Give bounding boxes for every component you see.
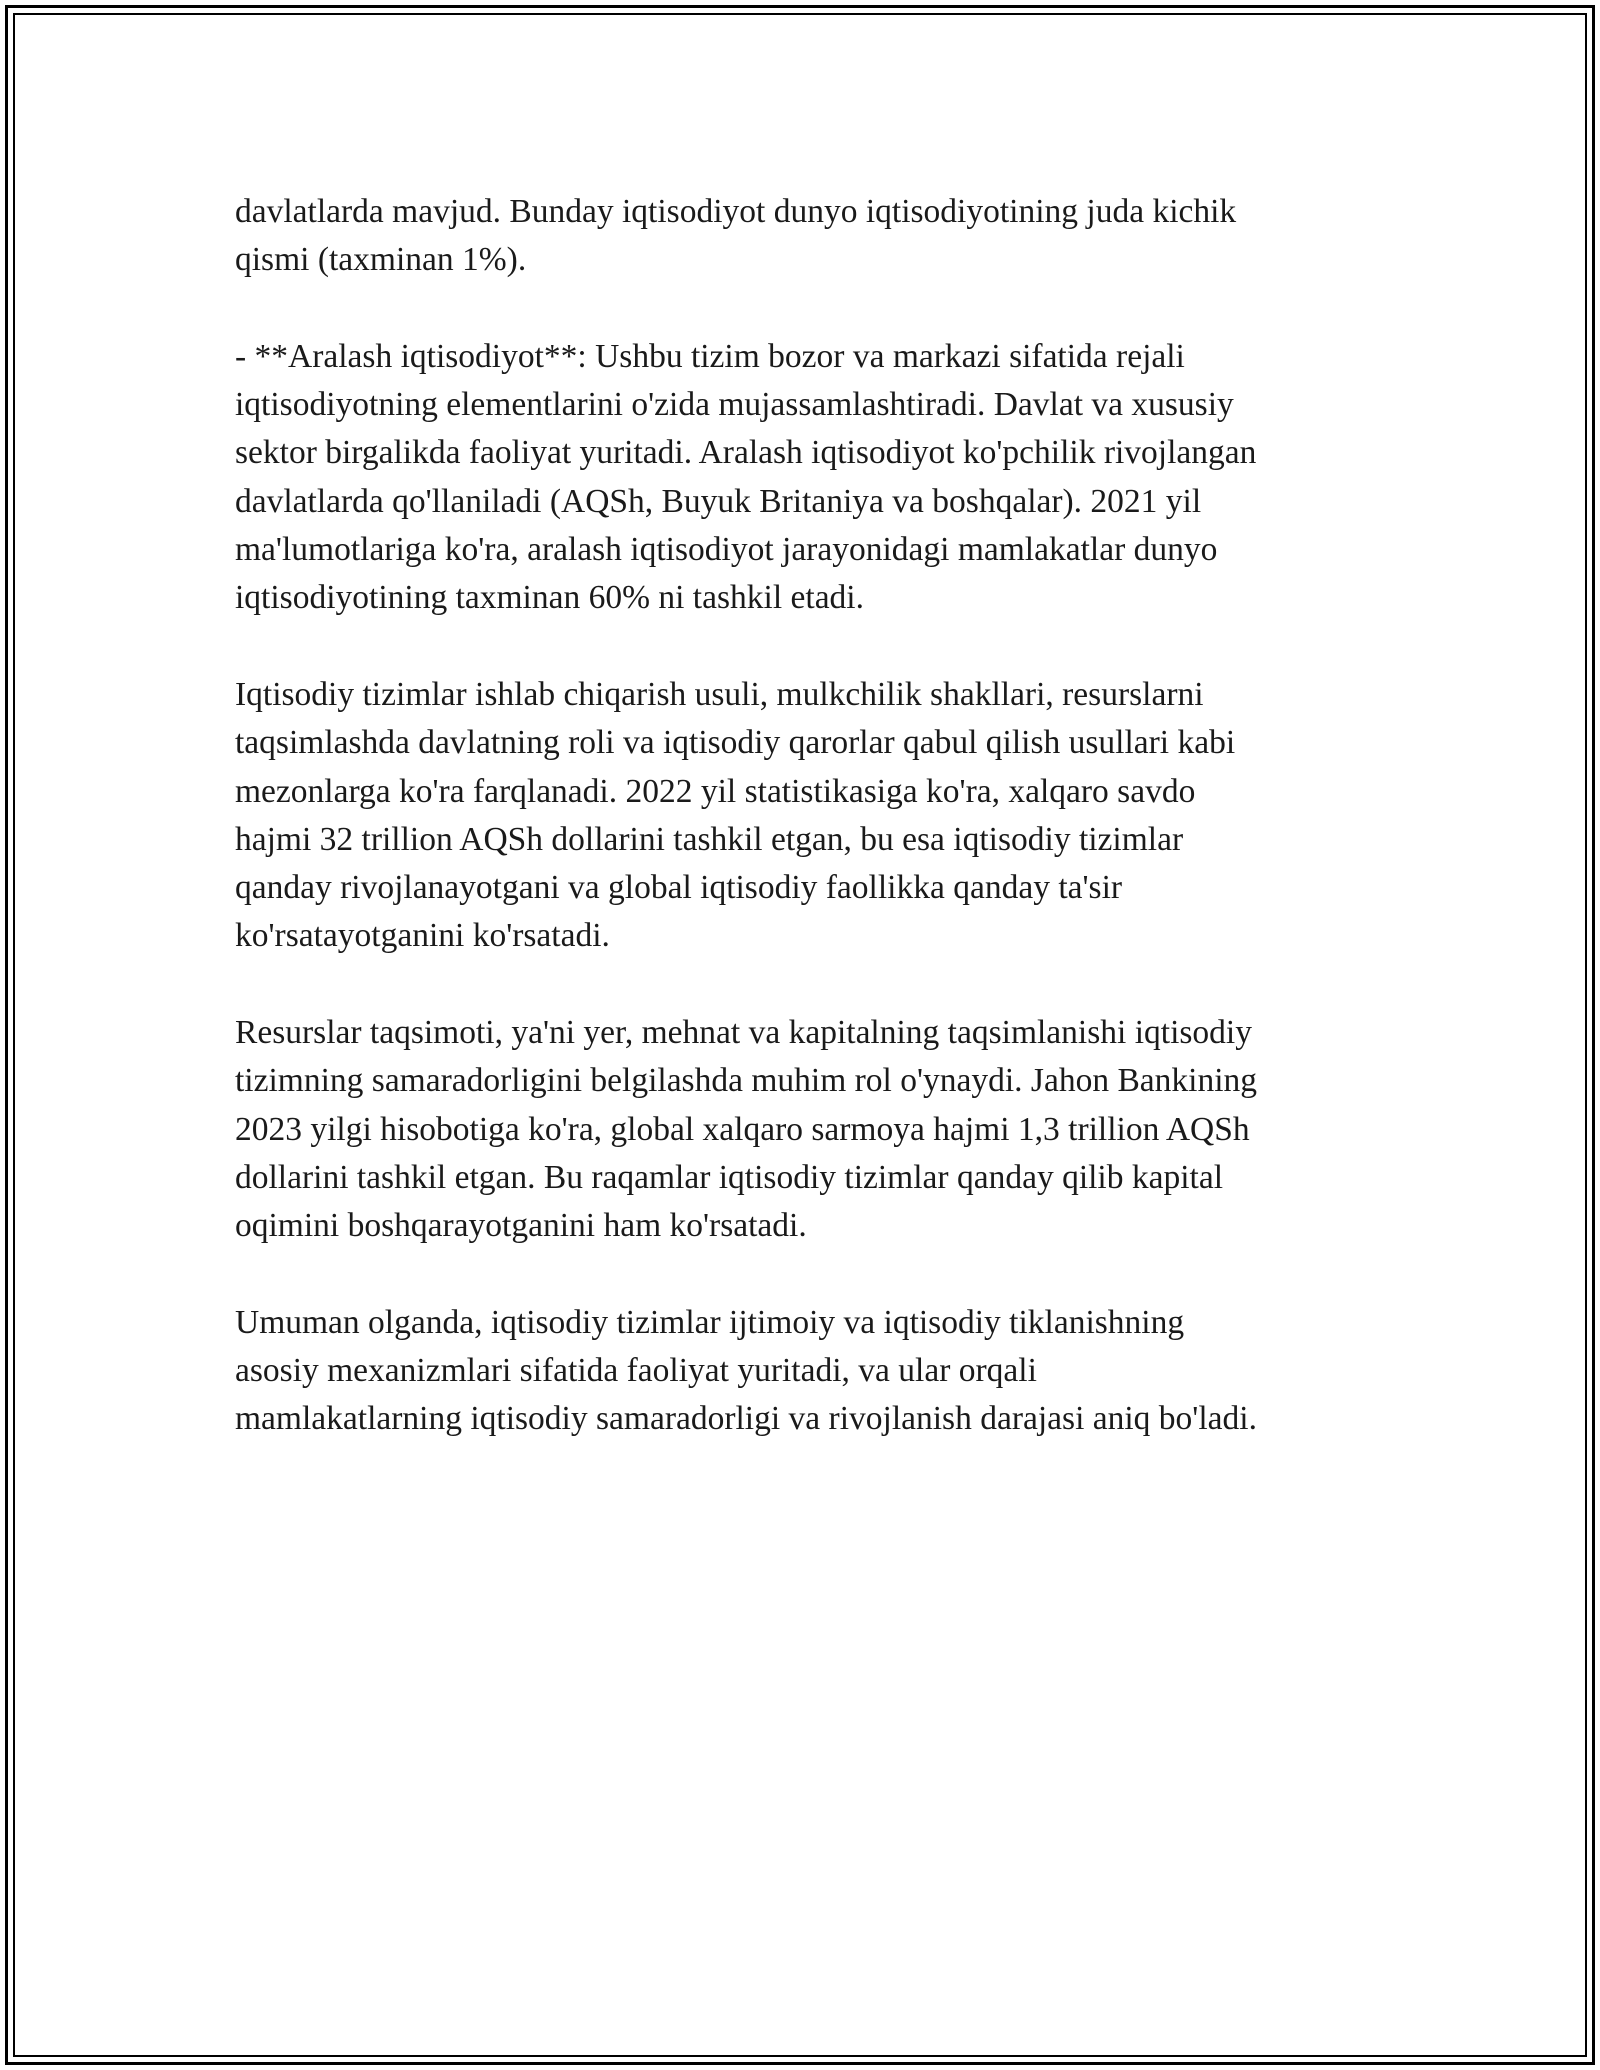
paragraph-5 [235, 1299, 1365, 1444]
text-line: Umuman olganda, iqtisodiy tizimlar ijtimoiy va iqtisodiy tiklanishning [235, 1303, 1185, 1341]
text-line: ko'rsatayotganini ko'rsatadi. [235, 917, 610, 955]
text-line: oqimini boshqarayotganini ham ko'rsatadi. [235, 1207, 807, 1245]
paragraph-2 [235, 333, 1365, 623]
text-line: hajmi 32 trillion AQSh dollarini tashkil etgan, bu esa iqtisodiy tizimlar [235, 820, 1184, 858]
text-line: tizimning samaradorligini belgilashda muhim rol o'ynaydi. Jahon Bankining [235, 1062, 1258, 1100]
text-line: iqtisodiyotning elementlarini o'zida mujassamlashtiradi. Davlat va xususiy [235, 386, 1234, 424]
text-line: 2023 yilgi hisobotiga ko'ra, global xalqaro sarmoya hajmi 1,3 trillion AQSh [235, 1110, 1250, 1148]
text-line: davlatlarda mavjud. Bunday iqtisodiyot dunyo iqtisodiyotining juda kichik [235, 193, 1237, 230]
document-body [235, 188, 1365, 1492]
text-line: iqtisodiyotining taxminan 60% ni tashkil etadi. [235, 579, 864, 617]
text-line: asosiy mexanizmlari sifatida faoliyat yuritadi, va ular orqali [235, 1352, 1037, 1390]
paragraph-4 [235, 1009, 1365, 1250]
text-line: - **Aralash iqtisodiyot**: Ushbu tizim bozor va markazi sifatida rejali [235, 337, 1185, 375]
text-line: Iqtisodiy tizimlar ishlab chiqarish usuli, mulkchilik shakllari, resurslarni [235, 675, 1204, 713]
paragraph-1 [235, 188, 1365, 285]
text-line: mamlakatlarning iqtisodiy samaradorligi va rivojlanish darajasi aniq bo'ladi. [235, 1400, 1257, 1438]
text-line: qanday rivojlanayotgani va global iqtisodiy faollikka qanday ta'sir [235, 869, 1123, 907]
text-line: ma'lumotlariga ko'ra, aralash iqtisodiyot jarayonidagi mamlakatlar dunyo [235, 531, 1218, 569]
text-line: dollarini tashkil etgan. Bu raqamlar iqtisodiy tizimlar qanday qilib kapital [235, 1158, 1224, 1196]
text-line: qismi (taxminan 1%). [235, 241, 527, 279]
text-line: taqsimlashda davlatning roli va iqtisodiy qarorlar qabul qilish usullari kabi [235, 724, 1236, 762]
text-line: sektor birgalikda faoliyat yuritadi. Aralash iqtisodiyot ko'pchilik rivojlangan [235, 434, 1257, 472]
text-line: Resurslar taqsimoti, ya'ni yer, mehnat va kapitalning taqsimlanishi iqtisodiy [235, 1014, 1252, 1052]
text-line: mezonlarga ko'ra farqlanadi. 2022 yil statistikasiga ko'ra, xalqaro savdo [235, 772, 1196, 810]
paragraph-3 [235, 671, 1365, 961]
text-line: davlatlarda qo'llaniladi (AQSh, Buyuk Britaniya va boshqalar). 2021 yil [235, 482, 1202, 520]
